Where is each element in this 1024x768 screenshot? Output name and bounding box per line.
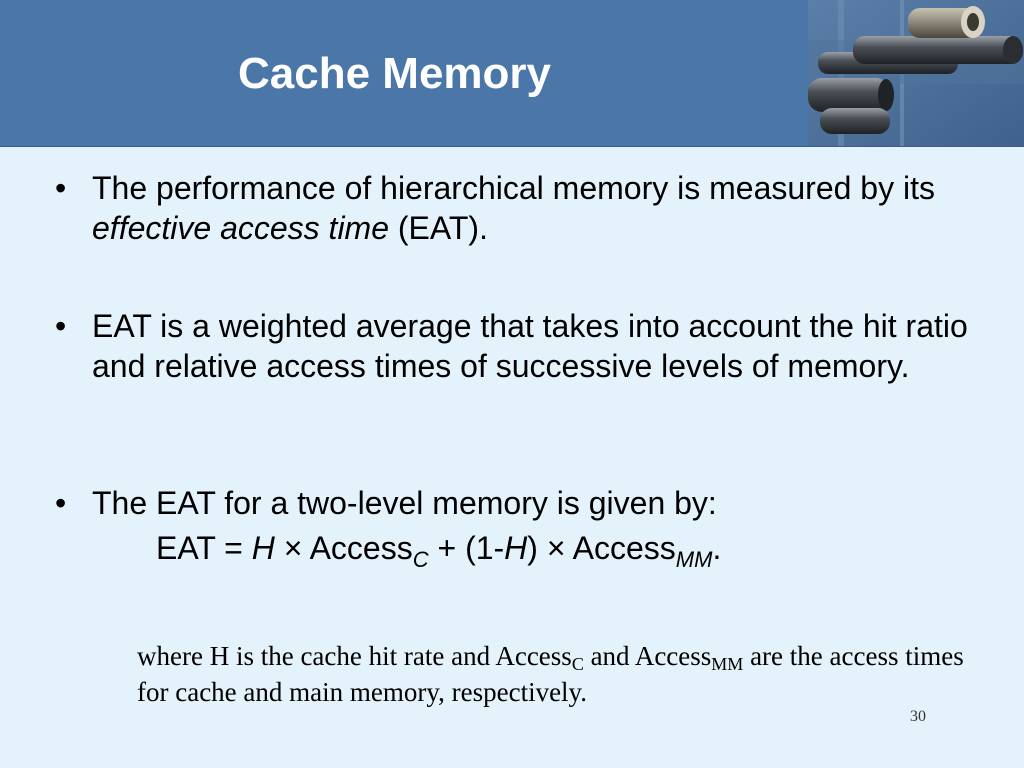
slide-title: Cache Memory bbox=[238, 49, 552, 98]
bullet-text: EAT is a weighted average that takes into account the hit ratio and relative access times of successive levels of memory. bbox=[92, 308, 968, 384]
bullet-item bbox=[55, 483, 717, 523]
bullet-item bbox=[55, 306, 975, 386]
eat-formula: EAT = H × Access$_C$ + (1-H) × Access$_{MM}$. bbox=[156, 530, 722, 572]
bullet-text: The performance of hierarchical memory is measured by its effective access time (EAT). bbox=[92, 170, 935, 246]
cable-connectors-photo bbox=[808, 0, 1024, 146]
slide-header bbox=[0, 0, 1024, 147]
bullet-marker: • bbox=[55, 170, 67, 206]
bullet-item bbox=[55, 168, 975, 248]
emphasis-term: effective access time bbox=[92, 210, 389, 246]
formula-explanation: where H is the cache hit rate and Access$_C$ and Access$_{MM}$ are the access times for cache and main memory, respectively. bbox=[137, 641, 964, 707]
bullet-marker: • bbox=[55, 308, 67, 344]
bullet-marker: • bbox=[55, 485, 67, 521]
page-number: 30 bbox=[910, 708, 926, 725]
bullet-text: The EAT for a two-level memory is given by: bbox=[92, 485, 717, 521]
